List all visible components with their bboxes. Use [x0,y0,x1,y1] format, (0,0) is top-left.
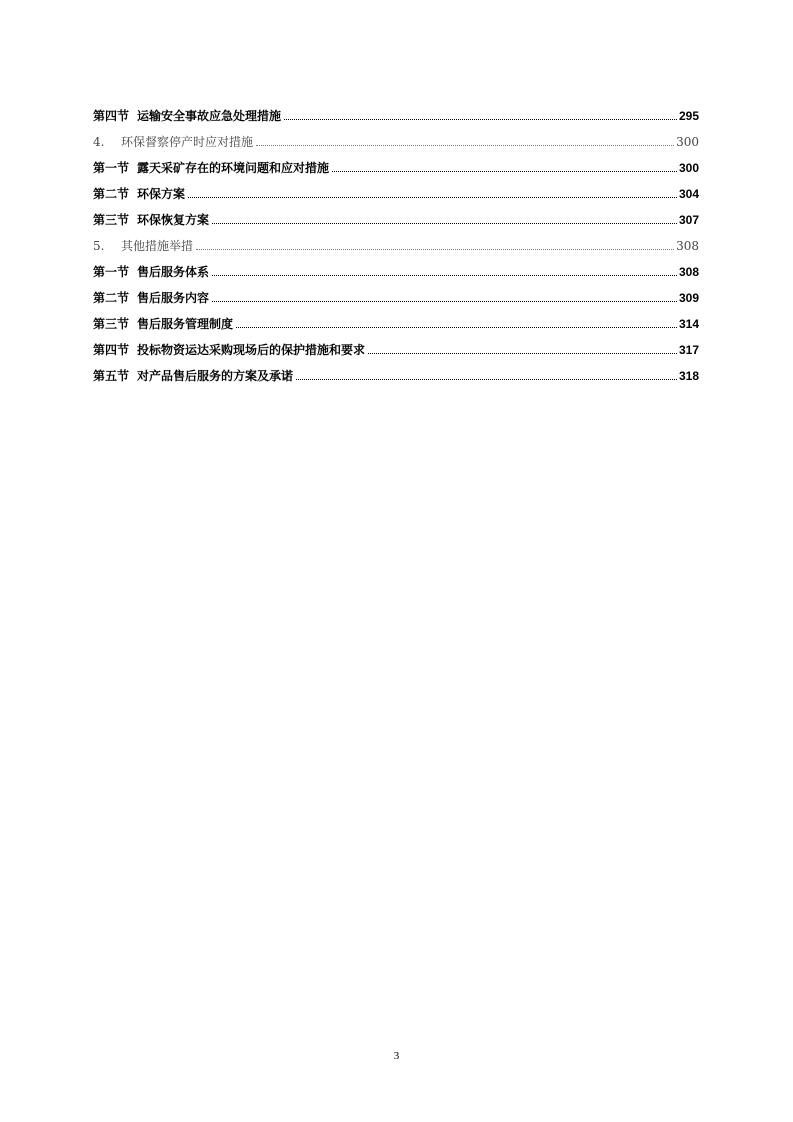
toc-entry-number: 第四节 [93,109,130,123]
toc-entry-page: 308 [676,239,699,253]
toc-entry-title: 售后服务内容 [137,291,210,305]
toc-dot-leader [256,145,674,146]
toc-dot-leader [212,223,677,224]
toc-entry-page: 300 [676,135,699,149]
toc-entry[interactable] [93,253,699,279]
toc-entry-number: 第一节 [93,161,130,175]
toc-dot-leader [284,119,677,120]
toc-dot-leader [368,353,677,354]
toc-dot-leader [332,171,677,172]
toc-dot-leader [236,327,677,328]
toc-entry-title: 售后服务体系 [137,265,210,279]
toc-entry[interactable] [93,331,699,357]
toc-dot-leader [212,301,677,302]
toc-entry[interactable] [93,175,699,201]
toc-entry-page: 308 [678,265,699,279]
toc-entry-number: 第五节 [93,369,130,383]
toc-entry-number: 第一节 [93,265,130,279]
page-number: 3 [393,1050,400,1062]
toc-entry-number: 第二节 [93,187,130,201]
toc-entry-number: 第二节 [93,291,130,305]
toc-dot-leader [196,249,674,250]
toc-entry-title: 环保督察停产时应对措施 [121,135,254,149]
toc-entry-title: 运输安全事故应急处理措施 [137,109,282,123]
toc-entry-page: 317 [678,343,699,357]
toc-entry[interactable] [93,357,699,383]
toc-entry-title: 对产品售后服务的方案及承诺 [137,369,294,383]
toc-dot-leader [296,379,677,380]
toc-entry-title: 其他措施举措 [121,239,194,253]
toc-entry-number: 4. [93,135,105,149]
toc-entry-title: 环保方案 [137,187,186,201]
toc-entry[interactable] [93,149,699,175]
toc-entry-number: 第三节 [93,317,130,331]
toc-entry-page: 314 [678,317,699,331]
toc-entry[interactable] [93,97,699,123]
toc-entry-number: 5. [93,239,105,253]
table-of-contents [93,97,699,383]
toc-entry[interactable] [93,201,699,227]
toc-entry[interactable] [93,227,699,253]
toc-entry[interactable] [93,305,699,331]
toc-entry-title: 售后服务管理制度 [137,317,234,331]
toc-entry[interactable] [93,279,699,305]
toc-entry-page: 318 [678,369,699,383]
toc-entry-page: 300 [678,161,699,175]
toc-entry-number: 第三节 [93,213,130,227]
toc-entry-title: 露天采矿存在的环境问题和应对措施 [137,161,330,175]
toc-entry-title: 环保恢复方案 [137,213,210,227]
toc-entry-number: 第四节 [93,343,130,357]
toc-dot-leader [212,275,677,276]
toc-entry-page: 295 [678,109,699,123]
toc-entry-title: 投标物资运达采购现场后的保护措施和要求 [137,343,366,357]
toc-entry-page: 304 [678,187,699,201]
toc-dot-leader [188,197,677,198]
toc-entry-page: 307 [678,213,699,227]
toc-entry-page: 309 [678,291,699,305]
toc-entry[interactable] [93,123,699,149]
